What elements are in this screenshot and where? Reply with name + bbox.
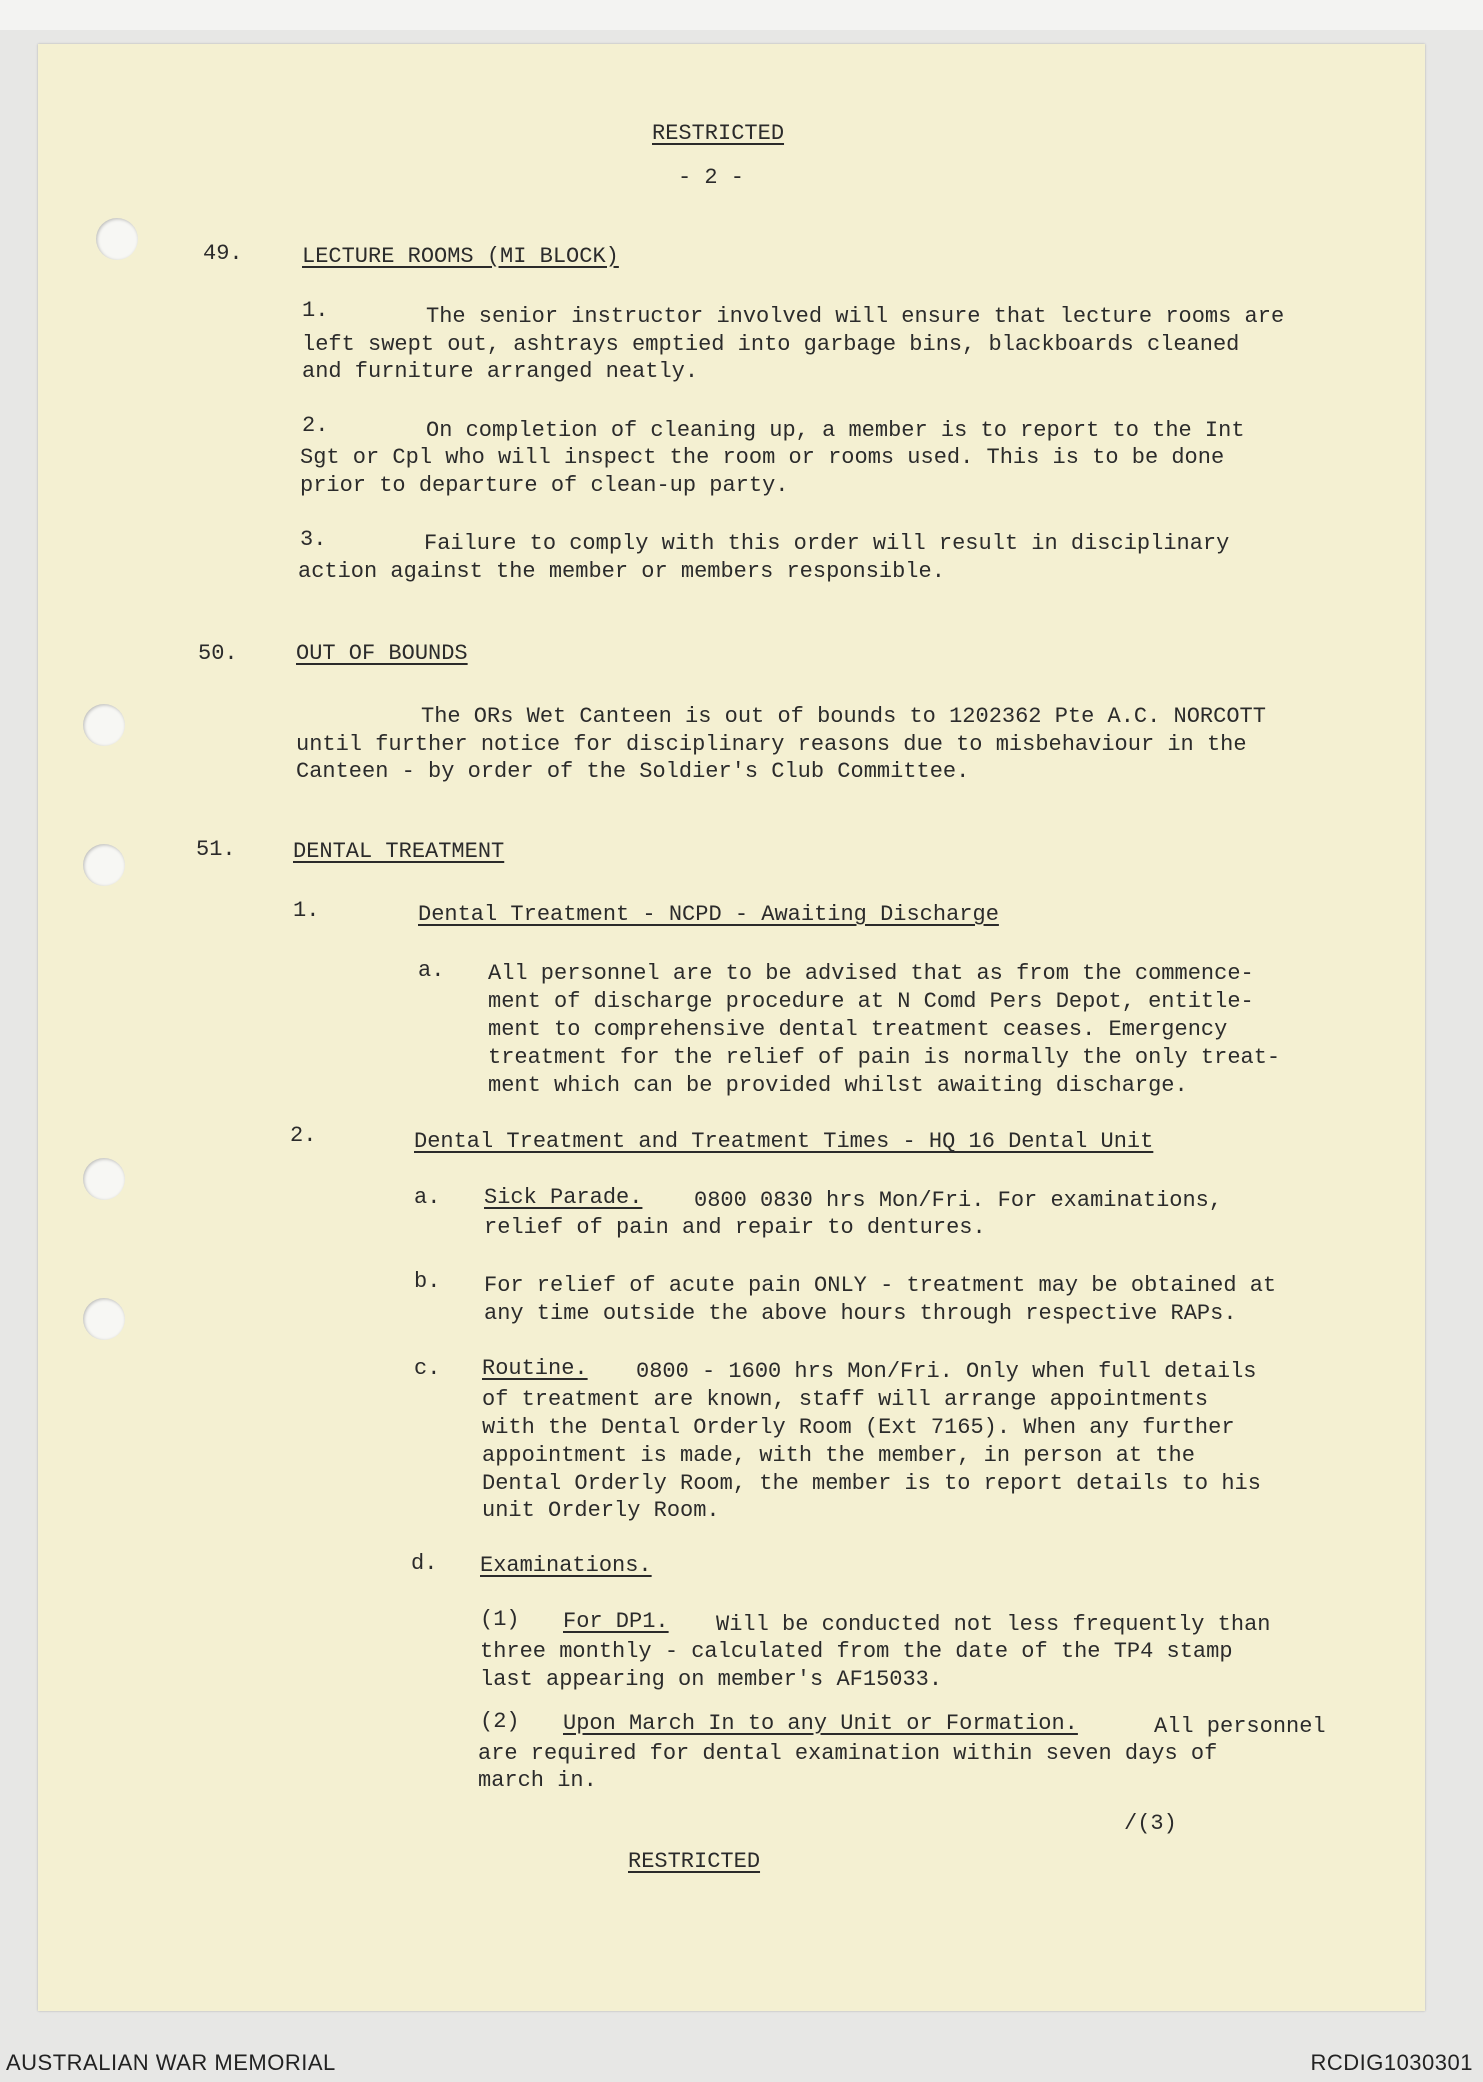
- item-line: ment to comprehensive dental treatment ceases. Emergency: [488, 1017, 1228, 1042]
- subitem-number: (1): [480, 1607, 520, 1632]
- item-line: ment which can be provided whilst awaiting discharge.: [488, 1073, 1188, 1098]
- para-line: left swept out, ashtrays emptied into garbage bins, blackboards cleaned: [302, 332, 1240, 357]
- para-line: On completion of cleaning up, a member is to report to the Int: [426, 418, 1245, 443]
- punch-hole: [83, 1298, 125, 1340]
- para-line: Canteen - by order of the Soldier's Club Committee.: [296, 759, 970, 784]
- section-title: OUT OF BOUNDS: [296, 641, 468, 666]
- item-letter: a.: [418, 958, 445, 983]
- continuation-marker: /(3): [1124, 1811, 1177, 1836]
- punch-hole: [83, 1158, 125, 1200]
- para-number: 2.: [302, 413, 329, 438]
- subsection-heading: Dental Treatment - NCPD - Awaiting Discharge: [418, 902, 999, 927]
- subsection-number: 1.: [293, 898, 320, 923]
- archive-institution: AUSTRALIAN WAR MEMORIAL: [6, 2050, 336, 2075]
- punch-hole: [83, 844, 125, 886]
- para-number: 3.: [300, 527, 327, 552]
- item-line: appointment is made, with the member, in person at the: [482, 1443, 1195, 1468]
- subsection-number: 2.: [290, 1123, 317, 1148]
- subitem-number: (2): [480, 1709, 520, 1734]
- item-label: Sick Parade.: [484, 1185, 643, 1210]
- subitem-line: three monthly - calculated from the date of the TP4 stamp: [480, 1639, 1233, 1664]
- item-line: with the Dental Orderly Room (Ext 7165). When any further: [482, 1415, 1235, 1440]
- subitem-line: Will be conducted not less frequently than: [716, 1612, 1271, 1637]
- item-line: ment of discharge procedure at N Comd Pers Depot, entitle-: [488, 989, 1254, 1014]
- subitem-line: All personnel: [1154, 1714, 1326, 1739]
- punch-hole: [83, 704, 125, 746]
- item-letter: c.: [414, 1356, 441, 1381]
- section-title: DENTAL TREATMENT: [293, 839, 505, 864]
- item-line: relief of pain and repair to dentures.: [484, 1215, 986, 1240]
- section-number: 51.: [196, 837, 236, 862]
- subitem-line: are required for dental examination within seven days of: [478, 1741, 1218, 1766]
- section-number: 49.: [203, 241, 243, 266]
- subitem-line: march in.: [478, 1768, 597, 1793]
- subitem-label: For DP1.: [563, 1609, 669, 1634]
- para-line: The senior instructor involved will ensure that lecture rooms are: [426, 304, 1285, 329]
- section-number: 50.: [198, 641, 238, 666]
- item-letter: b.: [414, 1269, 441, 1294]
- item-label: Routine.: [482, 1356, 588, 1381]
- item-line: treatment for the relief of pain is normally the only treat-: [488, 1045, 1281, 1070]
- item-letter: d.: [411, 1551, 438, 1576]
- item-letter: a.: [414, 1185, 441, 1210]
- item-line: any time outside the above hours through respective RAPs.: [484, 1301, 1237, 1326]
- para-line: Sgt or Cpl who will inspect the room or rooms used. This is to be done: [300, 445, 1225, 470]
- item-label: Examinations.: [480, 1553, 652, 1578]
- para-line: prior to departure of clean-up party.: [300, 473, 789, 498]
- archive-record-id: RCDIG1030301: [1310, 2050, 1473, 2075]
- item-line: Dental Orderly Room, the member is to report details to his: [482, 1471, 1261, 1496]
- para-line: until further notice for disciplinary reasons due to misbehaviour in the: [296, 732, 1247, 757]
- subsection-heading: Dental Treatment and Treatment Times - HQ 16 Dental Unit: [414, 1129, 1154, 1154]
- item-line: of treatment are known, staff will arrange appointments: [482, 1387, 1209, 1412]
- para-line: Failure to comply with this order will result in disciplinary: [424, 531, 1230, 556]
- item-line: For relief of acute pain ONLY - treatment may be obtained at: [484, 1273, 1277, 1298]
- page-number: - 2 -: [678, 165, 745, 190]
- top-strip: [0, 0, 1483, 30]
- item-line: unit Orderly Room.: [482, 1498, 720, 1523]
- section-title: LECTURE ROOMS (MI BLOCK): [302, 244, 619, 269]
- item-line: 0800 - 1600 hrs Mon/Fri. Only when full details: [636, 1359, 1257, 1384]
- item-line: All personnel are to be advised that as from the commence-: [488, 961, 1254, 986]
- item-line: 0800 0830 hrs Mon/Fri. For examinations,: [694, 1188, 1223, 1213]
- para-line: The ORs Wet Canteen is out of bounds to 1202362 Pte A.C. NORCOTT: [421, 704, 1266, 729]
- classification-footer: RESTRICTED: [628, 1849, 761, 1874]
- subitem-line: last appearing on member's AF15033.: [480, 1667, 943, 1692]
- para-number: 1.: [302, 298, 329, 323]
- para-line: action against the member or members responsible.: [298, 559, 945, 584]
- subitem-label: Upon March In to any Unit or Formation.: [563, 1711, 1078, 1736]
- classification-header: RESTRICTED: [652, 121, 785, 146]
- para-line: and furniture arranged neatly.: [302, 359, 699, 384]
- punch-hole: [96, 218, 138, 260]
